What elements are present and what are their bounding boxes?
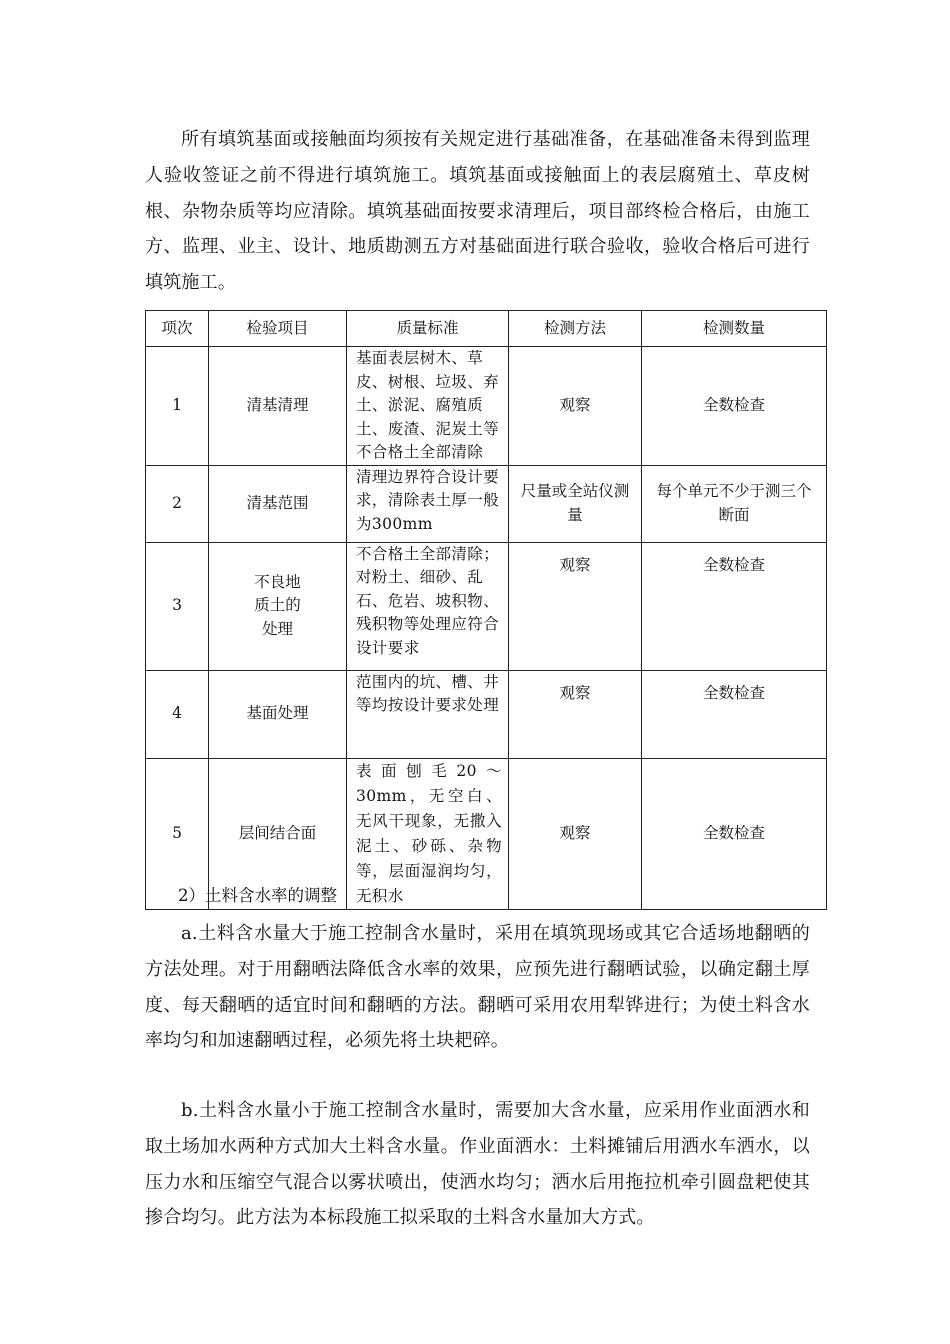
table-header-row <box>146 311 827 347</box>
row-standard <box>347 465 509 542</box>
row-method: 尺量或全站仪测量 <box>509 465 642 542</box>
paragraph-a: a.土料含水量大于施工控制含水量时，采用在填筑现场或其它合适场地翻晒的方法处理。对于用翻晒法降低含水率的效果，应预先进行翻晒试验，以确定翻土厚度、每天翻晒的适宜时间和翻晒的方法。翻晒可采用农用犁铧进行；为使土料含水率均匀和加速翻晒过程，必须先将土块耙碎。 <box>145 923 810 1052</box>
row-no: 3 <box>146 542 209 670</box>
table-row <box>146 465 827 542</box>
row-quantity: 每个单元不少于测三个断面 <box>642 465 827 542</box>
row-quantity: 全数检查 <box>642 670 827 758</box>
row-standard-text: 表面刨毛20～30mm，无空白、无风干现象，无撒入泥土、砂砾、杂物等，层面湿润均匀，无积水 <box>356 761 502 905</box>
row-method: 观察 <box>509 758 642 909</box>
row-standard <box>347 758 509 909</box>
paragraph-b: b.土料含水量小于施工控制含水量时，需要加大含水量，应采用作业面洒水和取土场加水两种方式加大土料含水量。作业面洒水：土料摊铺后用洒水车洒水，以压力水和压缩空气混合以雾状喷出，使洒水均匀；洒水后用拖拉机牵引圆盘耙使其掺合均匀。此方法为本标段施工拟采取的土料含水量加大方式。 <box>145 1100 810 1229</box>
row-item: 不良地质土的处理 <box>209 542 347 670</box>
header-standard: 质量标准 <box>347 311 509 347</box>
row-standard <box>347 670 509 758</box>
header-method: 检测方法 <box>509 311 642 347</box>
section-heading: 2）土料含水率的调整 <box>178 886 337 905</box>
inspection-table <box>145 310 827 910</box>
row-standard-text: 不合格土全部清除；对粉土、细砂、乱石、危岩、坡积物、残积物等处理应符合设计要求 <box>356 544 500 657</box>
table-row <box>146 347 827 466</box>
row-standard <box>347 347 509 466</box>
row-standard-text: 清理边界符合设计要求，清除表土厚一般为300mm <box>356 467 500 533</box>
row-no: 1 <box>146 347 209 466</box>
table-row <box>146 542 827 670</box>
row-method: 观察 <box>509 347 642 466</box>
header-quantity: 检测数量 <box>642 311 827 347</box>
row-quantity: 全数检查 <box>642 542 827 670</box>
header-no: 项次 <box>146 311 209 347</box>
row-item: 基面处理 <box>209 670 347 758</box>
row-method: 观察 <box>509 670 642 758</box>
table-row <box>146 670 827 758</box>
row-no: 5 <box>146 758 209 909</box>
header-item: 检验项目 <box>209 311 347 347</box>
intro-paragraph: 所有填筑基面或接触面均须按有关规定进行基础准备，在基础准备未得到监理人验收签证之前不得进行填筑施工。填筑基面或接触面上的表层腐殖土、草皮树根、杂物杂质等均应清除。填筑基础面按要求清理后，项目部终检合格后，由施工方、监理、业主、设计、地质勘测五方对基础面进行联合验收，验收合格后可进行填筑施工。 <box>145 129 810 294</box>
row-item: 层间结合面 <box>209 758 347 909</box>
row-quantity: 全数检查 <box>642 758 827 909</box>
row-no: 2 <box>146 465 209 542</box>
row-no: 4 <box>146 670 209 758</box>
row-item: 清基范围 <box>209 465 347 542</box>
row-standard-text: 范围内的坑、槽、井等均按设计要求处理 <box>356 672 500 714</box>
row-quantity: 全数检查 <box>642 347 827 466</box>
row-item: 清基清理 <box>209 347 347 466</box>
row-standard-text: 基面表层树木、草皮、树根、垃圾、弃土、淤泥、腐殖质土、废渣、泥炭土等不合格土全部清除 <box>356 349 500 461</box>
row-standard <box>347 542 509 670</box>
row-method: 观察 <box>509 542 642 670</box>
